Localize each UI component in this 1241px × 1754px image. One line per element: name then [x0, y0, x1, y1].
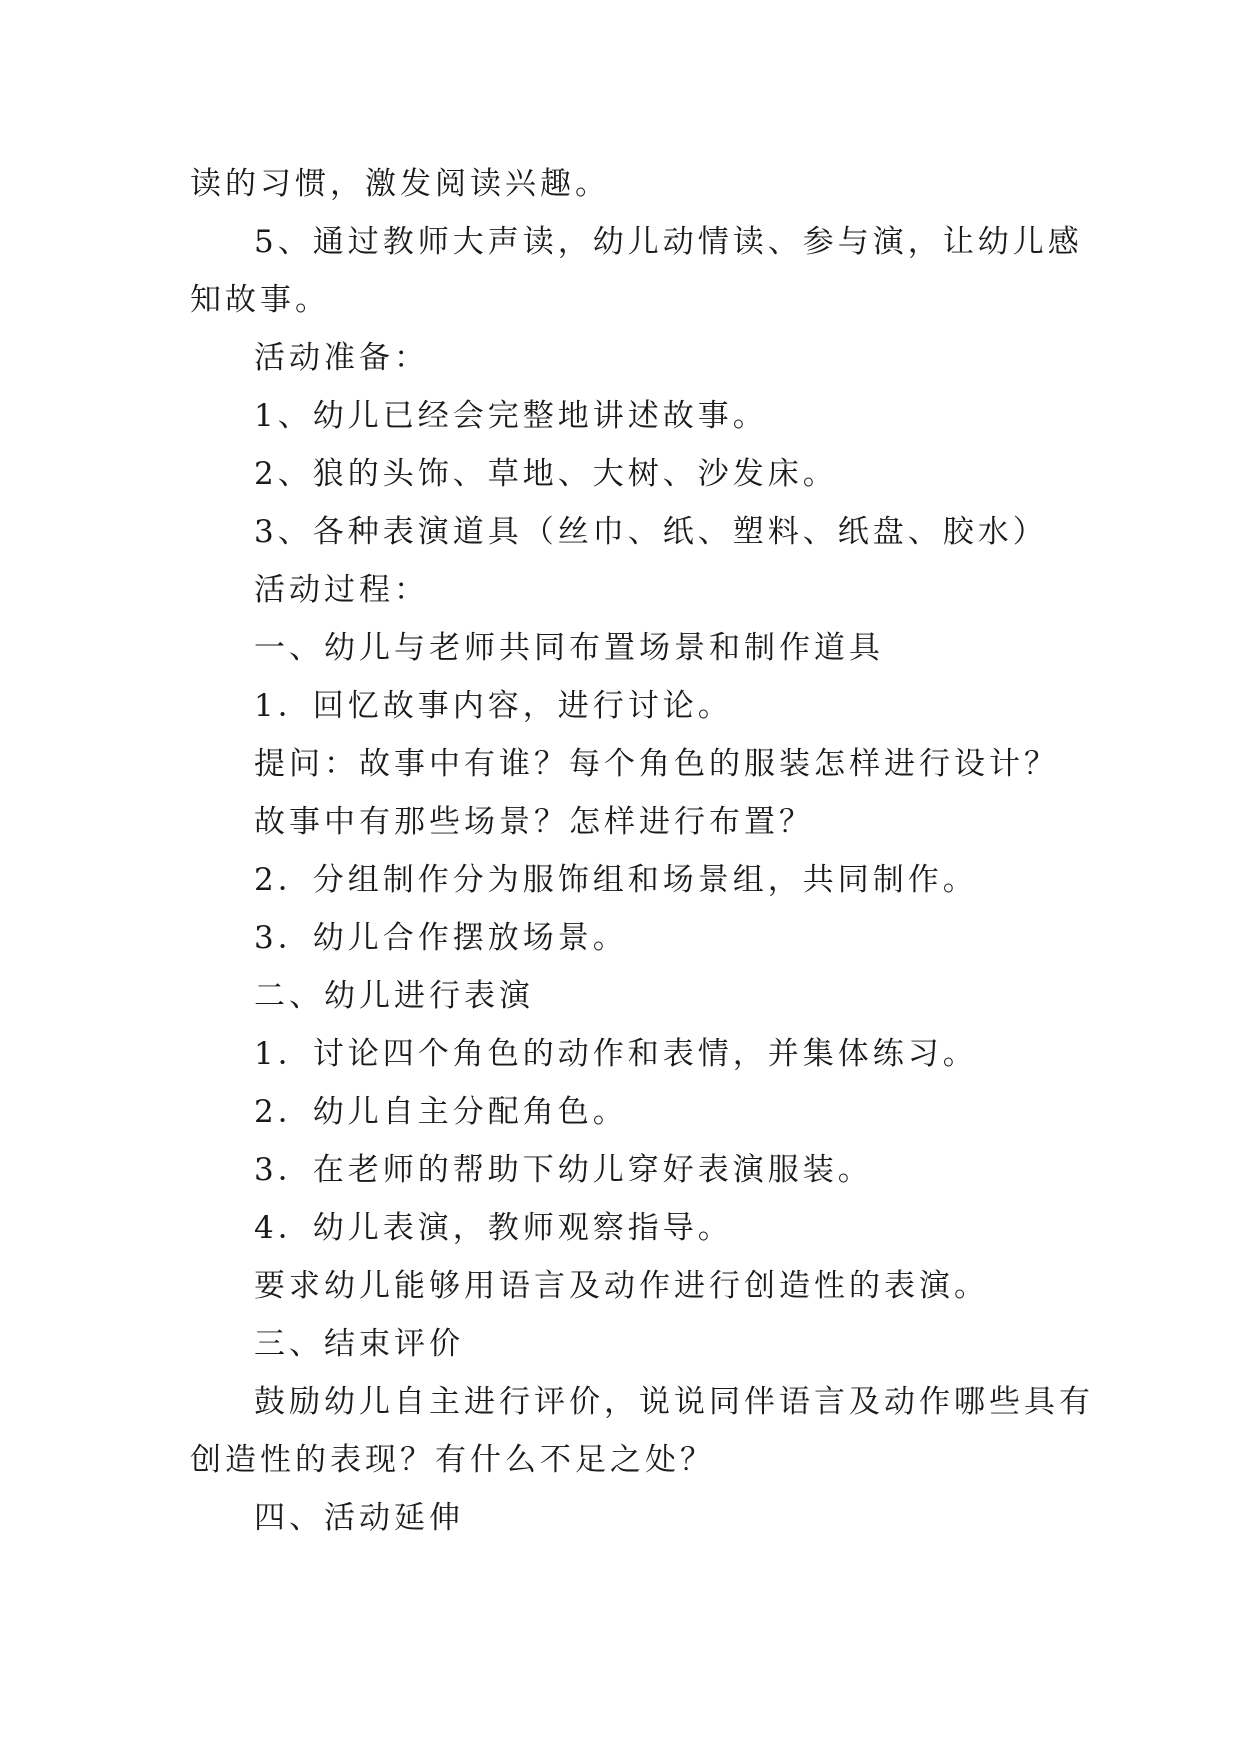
- list-item: 3．在老师的帮助下幼儿穿好表演服装。: [254, 1152, 873, 1188]
- list-item: 1．回忆故事内容，进行讨论。: [254, 688, 733, 724]
- paragraph-line: 创造性的表现？有什么不足之处？: [190, 1442, 715, 1478]
- paragraph-line: 鼓励幼儿自主进行评价，说说同伴语言及动作哪些具有: [254, 1384, 1094, 1420]
- list-item: 2．分组制作分为服饰组和场景组，共同制作。: [254, 862, 978, 898]
- section-heading: 二、幼儿进行表演: [254, 978, 534, 1014]
- paragraph-line: 5、通过教师大声读，幼儿动情读、参与演，让幼儿感: [254, 224, 1083, 260]
- document-body: [190, 155, 1094, 1547]
- section-heading: 活动准备：: [254, 340, 429, 376]
- list-item: 4．幼儿表演，教师观察指导。: [254, 1210, 733, 1246]
- list-item: 2、狼的头饰、草地、大树、沙发床。: [254, 456, 838, 492]
- list-item: 2．幼儿自主分配角色。: [254, 1094, 628, 1130]
- section-heading: 活动过程：: [254, 572, 429, 608]
- paragraph-line: 提问：故事中有谁？每个角色的服装怎样进行设计？: [254, 746, 1059, 782]
- paragraph-line: 故事中有那些场景？怎样进行布置？: [254, 804, 814, 840]
- section-heading: 四、活动延伸: [254, 1500, 464, 1536]
- section-heading: 三、结束评价: [254, 1326, 464, 1362]
- list-item: 3．幼儿合作摆放场景。: [254, 920, 628, 956]
- paragraph-line: 要求幼儿能够用语言及动作进行创造性的表演。: [254, 1268, 989, 1304]
- paragraph-line: 读的习惯，激发阅读兴趣。: [190, 166, 610, 202]
- paragraph-line: 知故事。: [190, 282, 330, 318]
- list-item: 1、幼儿已经会完整地讲述故事。: [254, 398, 768, 434]
- list-item: 1．讨论四个角色的动作和表情，并集体练习。: [254, 1036, 978, 1072]
- list-item: 3、各种表演道具（丝巾、纸、塑料、纸盘、胶水）: [254, 514, 1048, 550]
- section-heading: 一、幼儿与老师共同布置场景和制作道具: [254, 630, 884, 666]
